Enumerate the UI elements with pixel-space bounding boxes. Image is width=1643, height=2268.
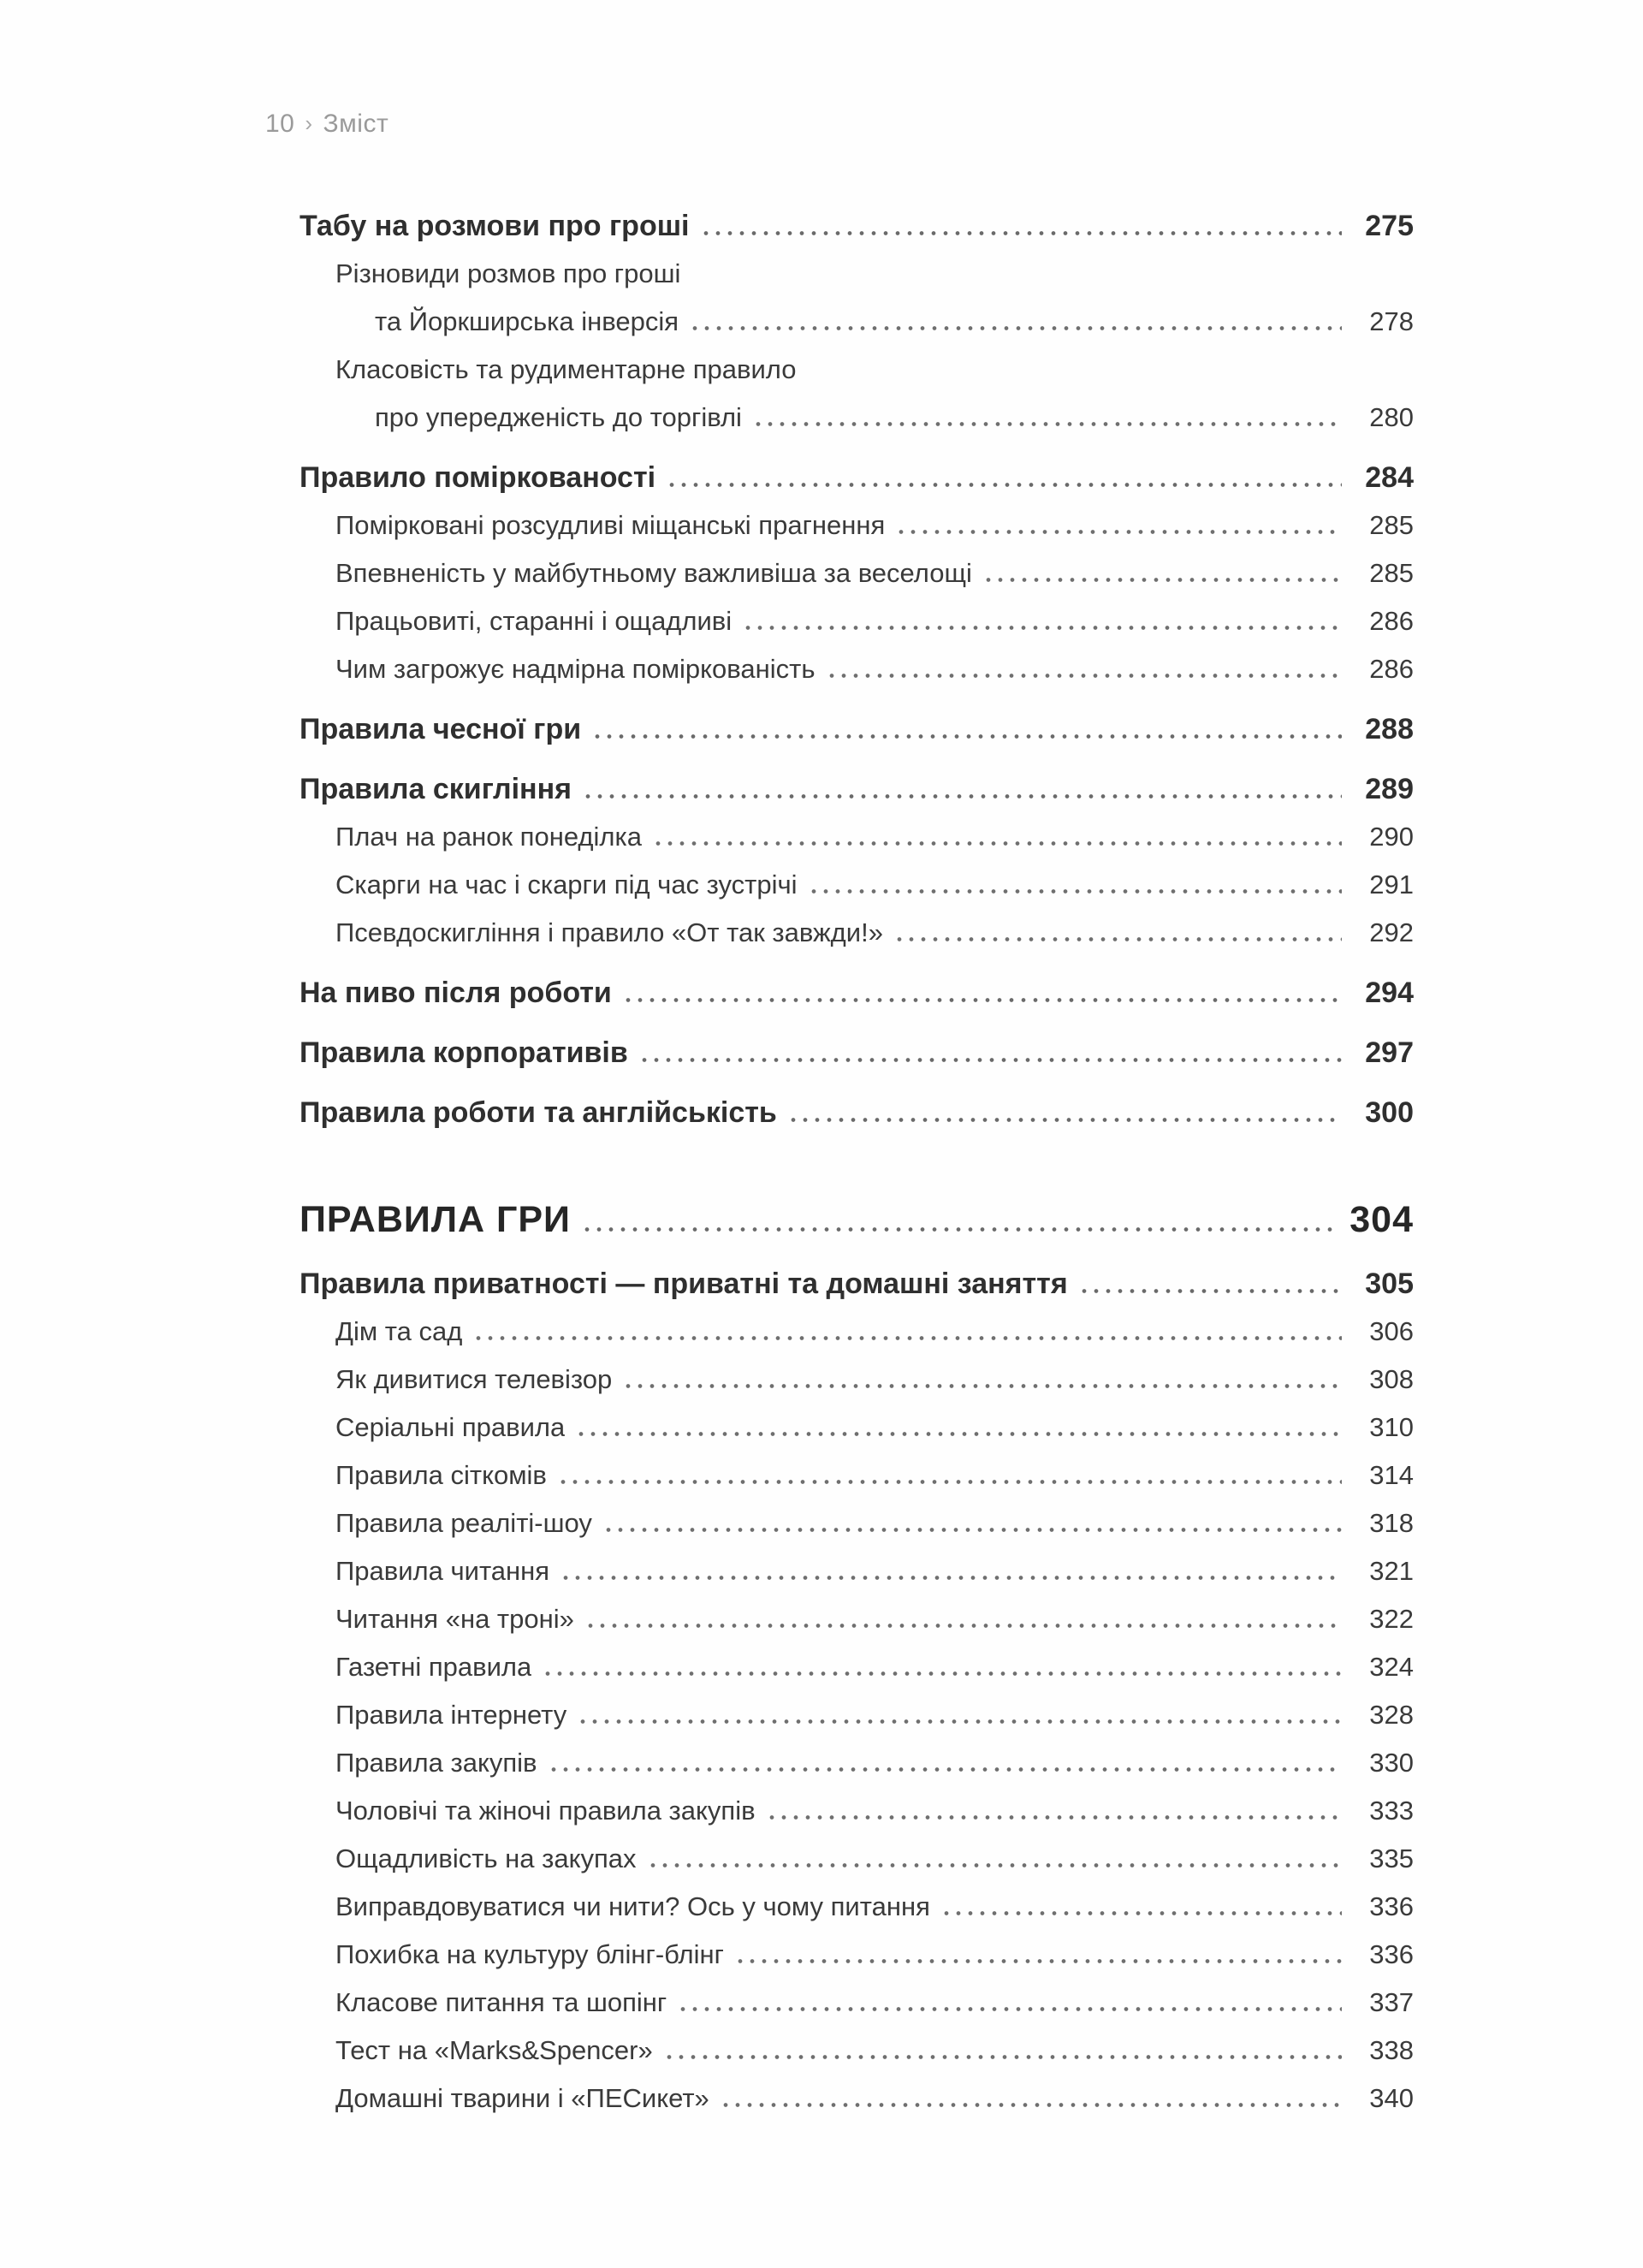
toc-entry [300,909,1414,957]
toc-entry-page: 291 [1369,870,1414,899]
table-of-contents [300,190,1414,2123]
toc-entry-title: Впевненість у майбутньому важливіша за веселощі [335,558,972,588]
toc-entry-page: 285 [1369,558,1414,588]
toc-entry [300,1191,1414,1248]
toc-entry-title: Плач на ранок понеділка [335,822,642,852]
toc-entry [300,1835,1414,1883]
toc-entry-title: Табу на розмови про гроші [300,210,690,242]
toc-entry-title: Як дивитися телевізор [335,1364,613,1394]
dot-leader [893,937,1342,941]
dot-leader [1078,1289,1342,1293]
toc-entry-page: 310 [1369,1412,1414,1442]
toc-entry [300,1691,1414,1739]
dot-leader [826,674,1342,678]
toc-entry-title: Псевдоскигління і правило «От так завжди!» [335,917,883,947]
toc-entry [300,1260,1414,1308]
toc-entry-title: На пиво після роботи [300,977,612,1009]
toc-entry-page: 336 [1369,1891,1414,1921]
toc-entry-title: Правила сіткомів [335,1460,547,1490]
toc-entry [300,394,1414,442]
dot-leader [472,1336,1342,1340]
toc-entry-page: 324 [1369,1652,1414,1682]
toc-entry [300,1595,1414,1643]
toc-entry-page: 308 [1369,1364,1414,1394]
dot-leader [700,231,1343,235]
dot-leader [787,1118,1342,1122]
toc-entry-title: Правила роботи та англійськість [300,1096,777,1129]
toc-entry-page: 278 [1369,306,1414,336]
toc-entry-page: 338 [1369,2035,1414,2065]
dot-leader [808,889,1342,894]
dot-leader [577,1719,1342,1724]
dot-leader [647,1863,1342,1867]
toc-entry-page: 333 [1369,1796,1414,1826]
toc-entry-title: Різновиди розмов про гроші [335,258,681,288]
toc-entry [300,1089,1414,1137]
toc-entry [300,1029,1414,1077]
toc-entry [300,1547,1414,1595]
toc-entry-title: Правило поміркованості [300,461,656,494]
toc-entry-title: Ощадливість на закупах [335,1843,637,1873]
dot-leader [766,1815,1342,1820]
toc-entry-title: Чим загрожує надмірна поміркованість [335,654,816,684]
toc-entry [300,549,1414,597]
dot-leader [575,1432,1342,1436]
toc-entry [300,969,1414,1017]
toc-entry-page: 304 [1349,1199,1414,1240]
toc-entry-title: Правила скигління [300,773,572,805]
toc-entry-page: 340 [1369,2083,1414,2113]
toc-entry-title: Похибка на культуру блінг-блінг [335,1939,724,1969]
toc-entry-title: Правила чесної гри [300,713,582,745]
toc-entry [300,1404,1414,1452]
toc-entry [300,1931,1414,1979]
toc-entry-title: Чоловічі та жіночі правила закупів [335,1796,756,1826]
toc-entry-title: Правила закупів [335,1748,537,1778]
toc-entry [300,1356,1414,1404]
dot-leader [689,326,1342,330]
toc-entry [300,597,1414,645]
toc-entry-title: Читання «на троні» [335,1604,574,1634]
toc-entry-page: 289 [1365,773,1414,805]
toc-entry-page: 286 [1369,606,1414,636]
toc-entry-page: 335 [1369,1843,1414,1873]
toc-entry [300,2075,1414,2123]
toc-entry-title: Правила читання [335,1556,550,1586]
dot-leader [548,1767,1343,1772]
toc-entry-title: та Йоркширська інверсія [375,306,679,336]
toc-entry-page: 284 [1365,461,1414,494]
toc-entry [300,502,1414,549]
toc-entry-page: 306 [1369,1316,1414,1346]
dot-leader [557,1480,1342,1484]
toc-entry-title: ПРАВИЛА ГРИ [300,1199,571,1240]
dot-leader [591,734,1342,739]
toc-entry [300,2027,1414,2075]
toc-entry [300,1979,1414,2027]
toc-entry-title: Серіальні правила [335,1412,566,1442]
toc-entry-title: Працьовиті, старанні і ощадливі [335,606,733,636]
toc-entry-page: 330 [1369,1748,1414,1778]
toc-entry-title: Виправдовуватися чи нити? Ось у чому питання [335,1891,930,1921]
toc-entry [300,298,1414,346]
toc-entry [300,346,1414,394]
toc-entry-title: Домашні тварини і «ПЕСикет» [335,2083,709,2113]
toc-entry-title: Дім та сад [335,1316,463,1346]
toc-entry [300,1308,1414,1356]
toc-entry-title: про упередженість до торгівлі [375,402,742,432]
chevron-separator-icon: › [305,110,313,136]
toc-entry-page: 297 [1365,1036,1414,1069]
toc-entry-page: 280 [1369,402,1414,432]
dot-leader [940,1911,1342,1915]
toc-entry-page: 275 [1365,210,1414,242]
toc-entry [300,813,1414,861]
dot-leader [663,2055,1342,2059]
dot-leader [582,794,1342,799]
toc-entry [300,1499,1414,1547]
dot-leader [982,578,1342,582]
running-head-page-number: 10 [265,110,295,138]
toc-entry-page: 292 [1369,917,1414,947]
toc-entry-page: 286 [1369,654,1414,684]
toc-entry-page: 328 [1369,1700,1414,1730]
dot-leader [560,1576,1342,1580]
toc-entry-title: Класовість та рудиментарне правило [335,354,797,384]
running-head [265,110,389,139]
toc-entry [300,765,1414,813]
toc-entry-title: Класове питання та шопінг [335,1987,667,2017]
toc-entry-page: 288 [1365,713,1414,745]
toc-entry-page: 305 [1365,1268,1414,1300]
toc-entry-page: 290 [1369,822,1414,852]
toc-entry [300,1787,1414,1835]
dot-leader [666,483,1342,487]
dot-leader [581,1227,1339,1232]
dot-leader [584,1624,1342,1628]
toc-entry [300,645,1414,693]
toc-entry-title: Правила інтернету [335,1700,567,1730]
toc-entry-page: 294 [1365,977,1414,1009]
toc-entry-page: 336 [1369,1939,1414,1969]
dot-leader [895,530,1342,534]
toc-entry-page: 318 [1369,1508,1414,1538]
toc-entry [300,250,1414,298]
running-head-title: Зміст [323,110,389,138]
dot-leader [542,1671,1342,1676]
toc-entry [300,1643,1414,1691]
toc-entry [300,454,1414,502]
dot-leader [652,841,1342,846]
toc-entry [300,202,1414,250]
toc-entry-title: Газетні правила [335,1652,532,1682]
toc-entry [300,705,1414,753]
toc-entry-title: Правила корпоративів [300,1036,628,1069]
dot-leader [742,626,1342,630]
toc-entry-title: Скарги на час і скарги під час зустрічі [335,870,798,899]
toc-entry-page: 337 [1369,1987,1414,2017]
dot-leader [720,2103,1342,2107]
dot-leader [677,2007,1342,2011]
toc-entry-page: 322 [1369,1604,1414,1634]
toc-entry-page: 285 [1369,510,1414,540]
toc-entry-page: 314 [1369,1460,1414,1490]
toc-entry-title: Правила приватності — приватні та домашні заняття [300,1268,1068,1300]
toc-entry [300,861,1414,909]
toc-entry-title: Тест на «Marks&Spencer» [335,2035,653,2065]
dot-leader [638,1058,1342,1062]
toc-entry [300,1452,1414,1499]
toc-entry-page: 321 [1369,1556,1414,1586]
dot-leader [602,1528,1342,1532]
toc-entry [300,1883,1414,1931]
toc-entry-title: Правила реаліті-шоу [335,1508,592,1538]
dot-leader [734,1959,1342,1963]
toc-entry-title: Помірковані розсудливі міщанські прагнення [335,510,886,540]
dot-leader [622,998,1342,1002]
toc-entry-page: 300 [1365,1096,1414,1129]
dot-leader [752,422,1342,426]
toc-entry [300,1739,1414,1787]
dot-leader [622,1384,1342,1388]
